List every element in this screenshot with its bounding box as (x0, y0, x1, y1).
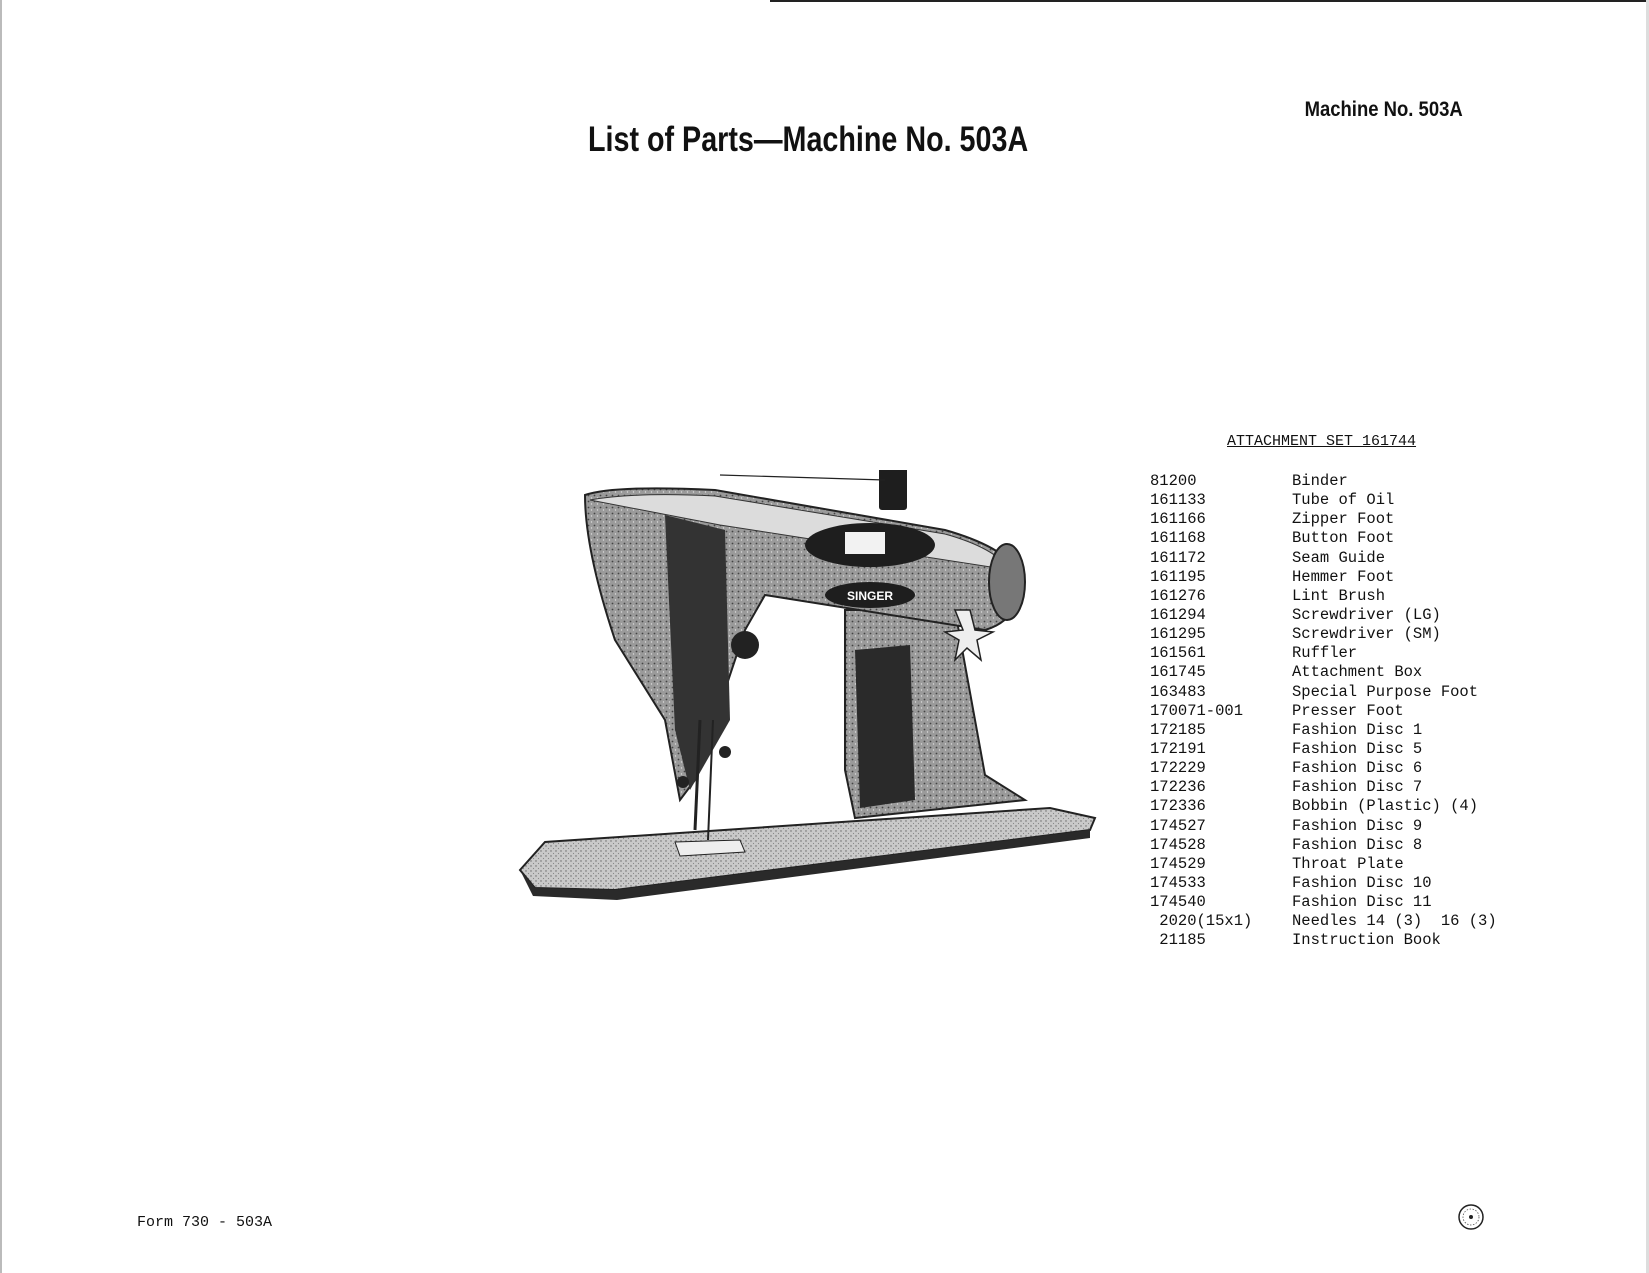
part-number: 161295 (1150, 625, 1206, 644)
part-row (1150, 836, 1497, 855)
part-description: Fashion Disc 9 (1292, 816, 1423, 835)
part-row (1150, 472, 1497, 491)
part-number: 172229 (1150, 759, 1206, 778)
part-number: 161172 (1150, 548, 1206, 567)
part-description: Presser Foot (1292, 701, 1404, 720)
part-row (1150, 740, 1497, 759)
page-top-rule (770, 0, 1649, 2)
part-row (1150, 529, 1497, 548)
part-row (1150, 912, 1497, 931)
part-description: Bobbin (Plastic) (4) (1292, 797, 1479, 816)
part-number: 161294 (1150, 605, 1206, 624)
part-number: 161133 (1150, 491, 1206, 510)
page-left-edge (0, 0, 2, 1273)
part-number: 172236 (1150, 778, 1206, 797)
part-description: Binder (1292, 472, 1348, 490)
part-number: 21185 (1150, 931, 1206, 950)
part-description: Fashion Disc 8 (1292, 835, 1423, 854)
part-description: Instruction Book (1292, 931, 1441, 950)
part-description: Lint Brush (1292, 586, 1386, 605)
part-description: Button Foot (1292, 529, 1395, 548)
part-row (1150, 874, 1497, 893)
part-row (1150, 721, 1497, 740)
part-number: 172185 (1150, 720, 1206, 739)
machine-number-corner: Machine No. 503A (1304, 98, 1463, 121)
singer-badge-label: SINGER (846, 589, 894, 603)
part-number: 161276 (1150, 586, 1206, 605)
part-row (1150, 759, 1497, 778)
part-description: Ruffler (1292, 644, 1358, 663)
part-description: Fashion Disc 5 (1292, 739, 1423, 758)
part-description: Special Purpose Foot (1292, 682, 1479, 701)
part-number: 163483 (1150, 682, 1206, 701)
part-description: Seam Guide (1292, 548, 1386, 567)
part-row (1150, 549, 1497, 568)
part-number: 172336 (1150, 797, 1206, 816)
spool-pin (879, 470, 907, 510)
part-number: 2020(15x1) (1150, 912, 1253, 931)
part-description: Fashion Disc 7 (1292, 778, 1423, 797)
part-row (1150, 606, 1497, 625)
part-description: Attachment Box (1292, 663, 1423, 682)
part-row (1150, 817, 1497, 836)
hand-wheel (989, 544, 1025, 620)
part-number: 161168 (1150, 529, 1206, 548)
part-row (1150, 855, 1497, 874)
part-description: Screwdriver (SM) (1292, 625, 1441, 644)
part-row (1150, 644, 1497, 663)
part-row (1150, 568, 1497, 587)
part-description: Fashion Disc 10 (1292, 873, 1432, 892)
part-row (1150, 587, 1497, 606)
part-number: 161166 (1150, 510, 1206, 529)
part-description: Throat Plate (1292, 854, 1404, 873)
parts-list (1150, 472, 1497, 951)
part-row (1150, 663, 1497, 682)
part-number: 172191 (1150, 739, 1206, 758)
part-number: 161561 (1150, 644, 1206, 663)
part-number: 174528 (1150, 835, 1206, 854)
part-description: Screwdriver (LG) (1292, 605, 1441, 624)
part-description: Fashion Disc 11 (1292, 893, 1432, 912)
part-number: 174533 (1150, 873, 1206, 892)
form-number: Form 730 - 503A (137, 1214, 273, 1231)
part-row (1150, 931, 1497, 950)
part-number: 174540 (1150, 893, 1206, 912)
part-description: Fashion Disc 1 (1292, 720, 1423, 739)
part-row (1150, 683, 1497, 702)
machine-bed (520, 808, 1095, 890)
part-row (1150, 893, 1497, 912)
union-seal-icon (1457, 1203, 1485, 1231)
part-description: Zipper Foot (1292, 510, 1395, 529)
page-title: List of Parts—Machine No. 503A (588, 120, 1029, 159)
part-row (1150, 797, 1497, 816)
part-description: Needles 14 (3) 16 (3) (1292, 912, 1497, 931)
part-row (1150, 625, 1497, 644)
part-number: 174529 (1150, 854, 1206, 873)
part-number: 170071-001 (1150, 701, 1244, 720)
attachment-set-heading: ATTACHMENT SET 161744 (1227, 433, 1417, 450)
part-row (1150, 702, 1497, 721)
part-number: 81200 (1150, 472, 1197, 490)
part-description: Tube of Oil (1292, 491, 1395, 510)
part-row (1150, 510, 1497, 529)
sewing-machine-illustration (515, 470, 1120, 915)
part-description: Fashion Disc 6 (1292, 759, 1423, 778)
part-row (1150, 778, 1497, 797)
part-number: 161745 (1150, 663, 1206, 682)
part-row (1150, 491, 1497, 510)
part-number: 174527 (1150, 816, 1206, 835)
part-number: 161195 (1150, 567, 1206, 586)
part-description: Hemmer Foot (1292, 567, 1395, 586)
